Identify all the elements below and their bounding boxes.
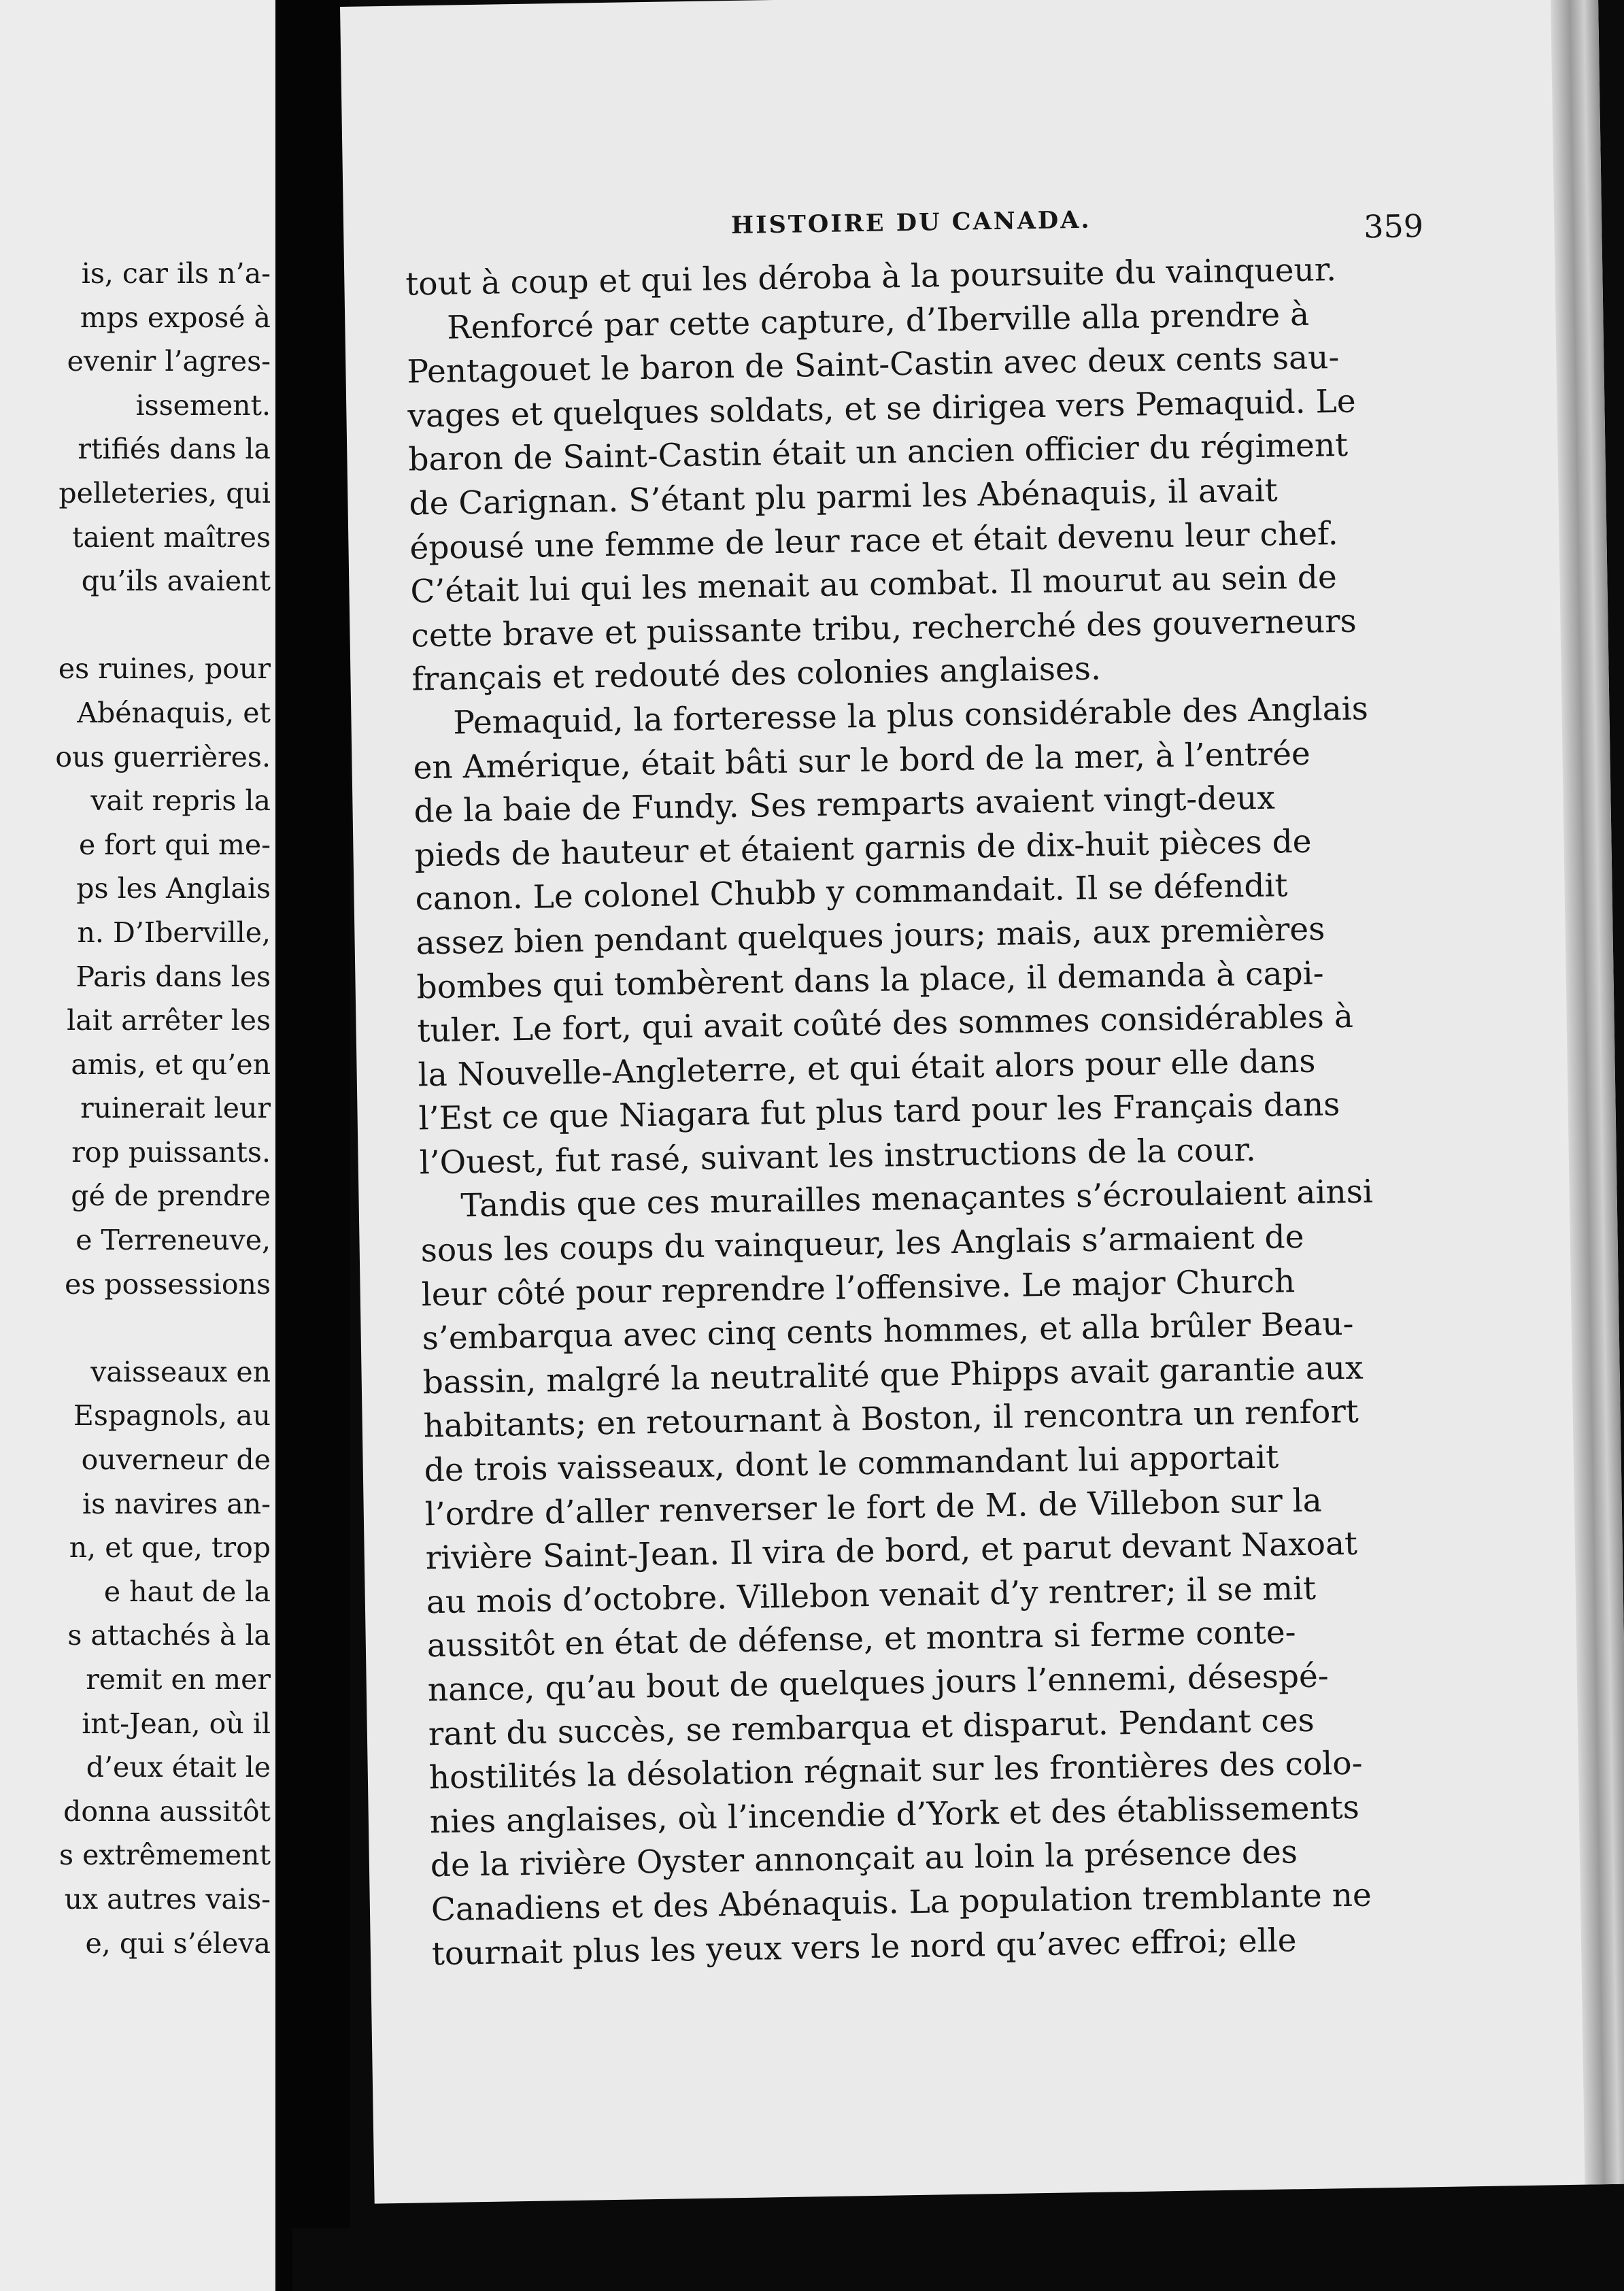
text-line: ps les Anglais [76, 872, 271, 905]
text-line: rtifiés dans la [78, 433, 271, 466]
text-line: épousé une femme de leur race et était devenu leur chef. [409, 514, 1339, 567]
text-line: pelleteries, qui [58, 476, 271, 509]
text-line: s’embarqua avec cinq cents hommes, et alla brûler Beau- [422, 1305, 1354, 1358]
text-line: bombes qui tombèrent dans la place, il demanda à capi- [416, 954, 1324, 1006]
text-line: de la baie de Fundy. Ses remparts avaient vingt-deux [413, 779, 1276, 831]
text-line: de trois vaisseaux, dont le commandant lui apportait [424, 1438, 1279, 1490]
text-line: es possessions [65, 1267, 271, 1301]
text-line: donna aussitôt [63, 1794, 271, 1828]
text-line: e fort qui me- [78, 828, 271, 861]
text-line: la Nouvelle-Angleterre, et qui était alors pour elle dans [418, 1042, 1316, 1094]
text-line: l’Ouest, fut rasé, suivant les instructions de la cour. [419, 1131, 1257, 1182]
book-gutter [275, 0, 350, 2291]
text-line: lait arrêter les [67, 1004, 271, 1037]
text-line: vaisseaux en [90, 1355, 271, 1388]
text-line: vait repris la [90, 784, 271, 818]
text-line: cette brave et puissante tribu, recherché des gouverneurs [411, 602, 1357, 655]
text-line: pieds de hauteur et étaient garnis de dix-huit pièces de [414, 822, 1312, 875]
text-line: canon. Le colonel Chubb y commandait. Il se défendit [415, 867, 1288, 918]
text-line: sous les coups du vainqueur, les Anglais s’armaient de [420, 1218, 1304, 1270]
page-edge [1551, 0, 1624, 2185]
left-page-text [0, 252, 271, 1965]
text-line: aussitôt en état de défense, et montra si ferme conte- [426, 1613, 1296, 1665]
text-line: ux autres vais- [64, 1882, 271, 1916]
text-line: is navires an- [82, 1487, 271, 1520]
text-line: l’ordre d’aller renverser le fort de M. de Villebon sur la [424, 1482, 1323, 1533]
text-line: is, car ils n’a- [81, 257, 271, 290]
text-line: Pentagouet le baron de Saint-Castin avec deux cents sau- [407, 339, 1340, 391]
text-line: ouverneur de [81, 1443, 271, 1477]
text-line: Espagnols, au [73, 1399, 271, 1433]
text-line: Pemaquid, la forteresse la plus considérable des Anglais [412, 690, 1369, 743]
text-line: vages et quelques soldats, et se dirigea vers Pemaquid. Le [407, 382, 1356, 435]
left-page [0, 0, 292, 2291]
text-line: français et redouté des colonies anglaises. [411, 650, 1102, 699]
text-line: en Amérique, était bâti sur le bord de la mer, à l’entrée [413, 735, 1311, 786]
text-line: C’était lui qui les menait au combat. Il mourut au sein de [410, 558, 1338, 611]
text-line: es ruines, pour [58, 652, 271, 686]
scan-border [292, 2228, 1624, 2291]
text-line: d’eux était le [86, 1751, 271, 1784]
running-head: HISTOIRE DU CANADA. [730, 205, 1092, 240]
text-line: tout à coup et qui les déroba à la poursuite du vainqueur. [405, 251, 1337, 303]
text-line: int-Jean, où il [82, 1707, 271, 1740]
text-line: rivière Saint-Jean. Il vira de bord, et parut devant Naxoat [425, 1525, 1358, 1577]
text-line [0, 1306, 271, 1350]
text-line: tournait plus les yeux vers le nord qu’avec effroi; elle [431, 1921, 1297, 1973]
text-line: tuler. Le fort, qui avait coûté des sommes considérables à [417, 997, 1354, 1050]
page-number: 359 [1363, 207, 1424, 246]
text-line: ruinerait leur [80, 1092, 271, 1125]
text-line: l’Est ce que Niagara fut plus tard pour les Français dans [418, 1086, 1340, 1138]
text-line: assez bien pendant quelques jours; mais, aux premières [416, 910, 1325, 963]
text-line: gé de prendre [71, 1180, 271, 1213]
text-line: e, qui s’éleva [85, 1926, 271, 1960]
text-line: au mois d’octobre. Villebon venait d’y rentrer; il se mit [426, 1569, 1317, 1622]
text-line: Paris dans les [75, 960, 271, 993]
text-line: bassin, malgré la neutralité que Phipps avait garantie aux [422, 1349, 1364, 1402]
text-line: Canadiens et des Abénaquis. La population tremblante ne [430, 1876, 1372, 1929]
text-line: Renforcé par cette capture, d’Iberville alla prendre à [406, 295, 1310, 348]
text-line [0, 603, 271, 648]
text-line: leur côté pour reprendre l’offensive. Le major Church [421, 1262, 1296, 1314]
text-line: s extrêmement [59, 1839, 271, 1872]
text-line: rop puissants. [71, 1135, 271, 1169]
text-line: rant du succès, se rembarqua et disparut. Pendant ces [428, 1701, 1315, 1753]
text-line: mps exposé à [80, 301, 271, 334]
text-line: evenir l’agres- [67, 345, 271, 378]
text-line: hostilités la désolation régnait sur les frontières des colo- [428, 1744, 1363, 1797]
body-text [405, 248, 1398, 1976]
text-line: s attachés à la [67, 1619, 271, 1652]
text-line: nies anglaises, où l’incendie d’York et des établissements [429, 1788, 1360, 1841]
text-line: Tandis que ces murailles menaçantes s’écroulaient ainsi [420, 1173, 1374, 1226]
text-line: e Terreneuve, [75, 1224, 271, 1257]
text-line: Abénaquis, et [77, 696, 271, 729]
text-line: habitants; en retournant à Boston, il rencontra un renfort [423, 1393, 1359, 1445]
text-line: amis, et qu’en [71, 1048, 271, 1081]
text-line: qu’ils avaient [81, 565, 271, 598]
text-line: ous guerrières. [55, 740, 271, 773]
text-line: e haut de la [103, 1575, 271, 1608]
text-line: nance, qu’au bout de quelques jours l’ennemi, désespé- [427, 1657, 1330, 1709]
text-line: remit en mer [86, 1663, 271, 1696]
text-line: de Carignan. S’étant plu parmi les Abénaquis, il avait [409, 471, 1278, 523]
text-line: baron de Saint-Castin était un ancien officier du régiment [408, 427, 1349, 479]
text-line: taient maîtres [71, 520, 271, 554]
text-line: de la rivière Oyster annonçait au loin la présence des [430, 1833, 1298, 1885]
text-line: n, et que, trop [69, 1531, 271, 1565]
text-line: issement. [135, 388, 271, 422]
text-line: n. D’Iberville, [77, 916, 271, 949]
right-page [340, 0, 1624, 2204]
